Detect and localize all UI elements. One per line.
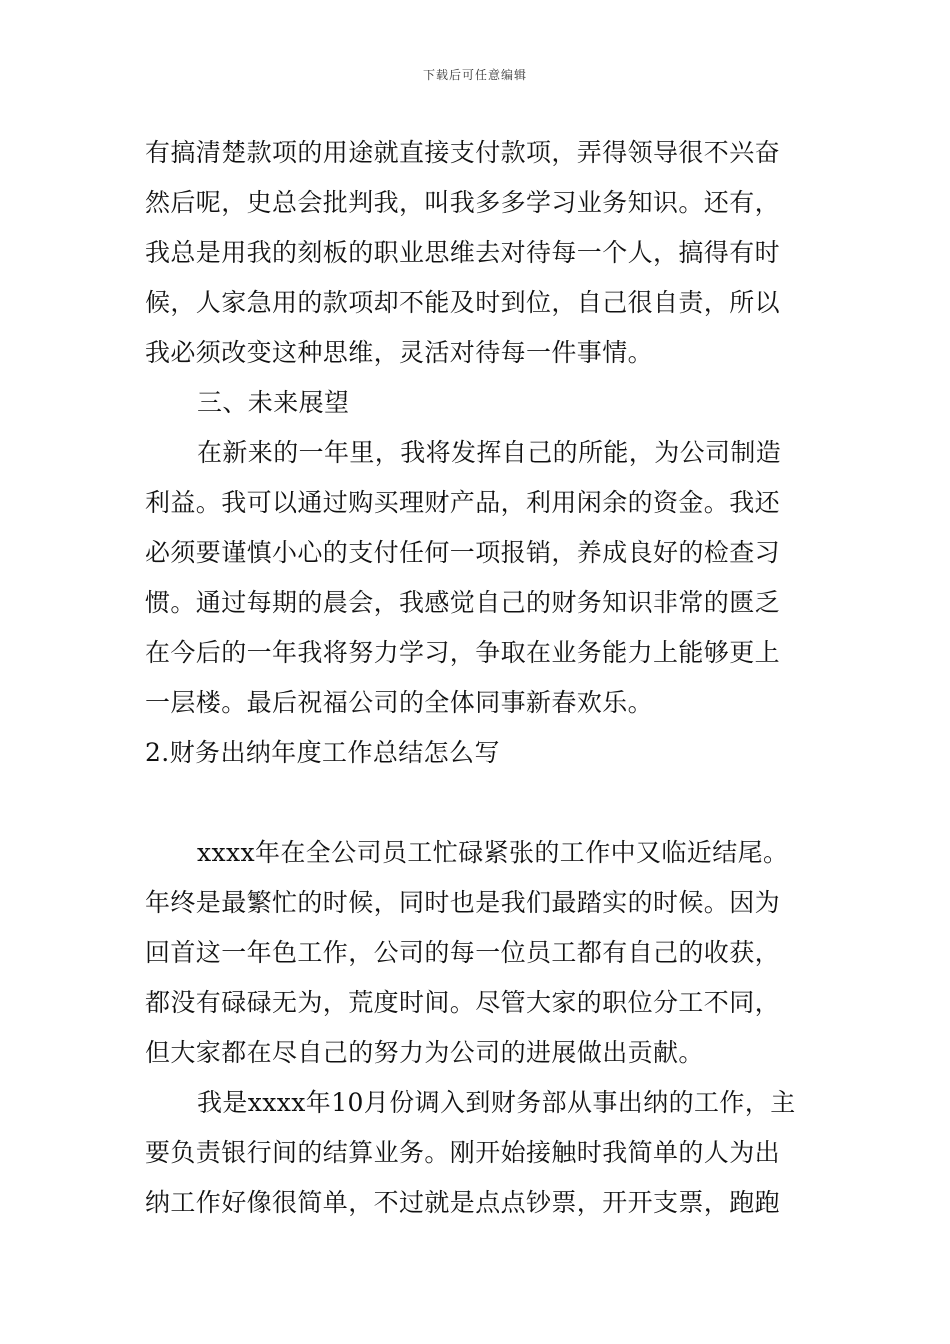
article-heading: 2.财务出纳年度工作总结怎么写 — [145, 738, 500, 767]
paragraph-start: xxxx年在全公司员工忙碌紧张的工作中又临近结尾。 — [197, 838, 789, 867]
text-line: 要负责银行间的结算业务。刚开始接触时我简单的人为出 — [145, 1138, 781, 1167]
text-line: 纳工作好像很简单，不过就是点点钞票，开开支票，跑跑 — [145, 1188, 781, 1217]
text-line: 惯。通过每期的晨会，我感觉自己的财务知识非常的匮乏 — [145, 588, 781, 617]
text-line: 但大家都在尽自己的努力为公司的进展做出贡献。 — [145, 1038, 704, 1067]
text-line: 候，人家急用的款项却不能及时到位，自己很自责，所以 — [145, 288, 781, 317]
text-line: 必须要谨慎小心的支付任何一项报销，养成良好的检查习 — [145, 538, 781, 567]
text-line: 然后呢，史总会批判我，叫我多多学习业务知识。还有， — [145, 188, 781, 217]
text-line: 利益。我可以通过购买理财产品，利用闲余的资金。我还 — [145, 488, 781, 517]
text-line: 回首这一年色工作，公司的每一位员工都有自己的收获， — [145, 938, 781, 967]
text-line: 有搞清楚款项的用途就直接支付款项，弄得领导很不兴奋 — [145, 138, 781, 167]
paragraph-start: 在新来的一年里，我将发挥自己的所能，为公司制造 — [197, 438, 782, 467]
text-line: 年终是最繁忙的时候，同时也是我们最踏实的时候。因为 — [145, 888, 781, 917]
text-line: 我总是用我的刻板的职业思维去对待每一个人，搞得有时 — [145, 238, 781, 267]
paragraph-start: 我是xxxx年10月份调入到财务部从事出纳的工作，主 — [197, 1088, 796, 1117]
text-line: 在今后的一年我将努力学习，争取在业务能力上能够更上 — [145, 638, 781, 667]
section-heading: 三、未来展望 — [197, 388, 350, 417]
page-header: 下载后可任意编辑 — [422, 68, 527, 82]
document-body — [145, 128, 825, 1228]
text-line: 一层楼。最后祝福公司的全体同事新春欢乐。 — [145, 688, 654, 717]
blank-line — [145, 778, 825, 828]
text-line: 都没有碌碌无为，荒度时间。尽管大家的职位分工不同， — [145, 988, 781, 1017]
text-line: 我必须改变这种思维，灵活对待每一件事情。 — [145, 338, 654, 367]
